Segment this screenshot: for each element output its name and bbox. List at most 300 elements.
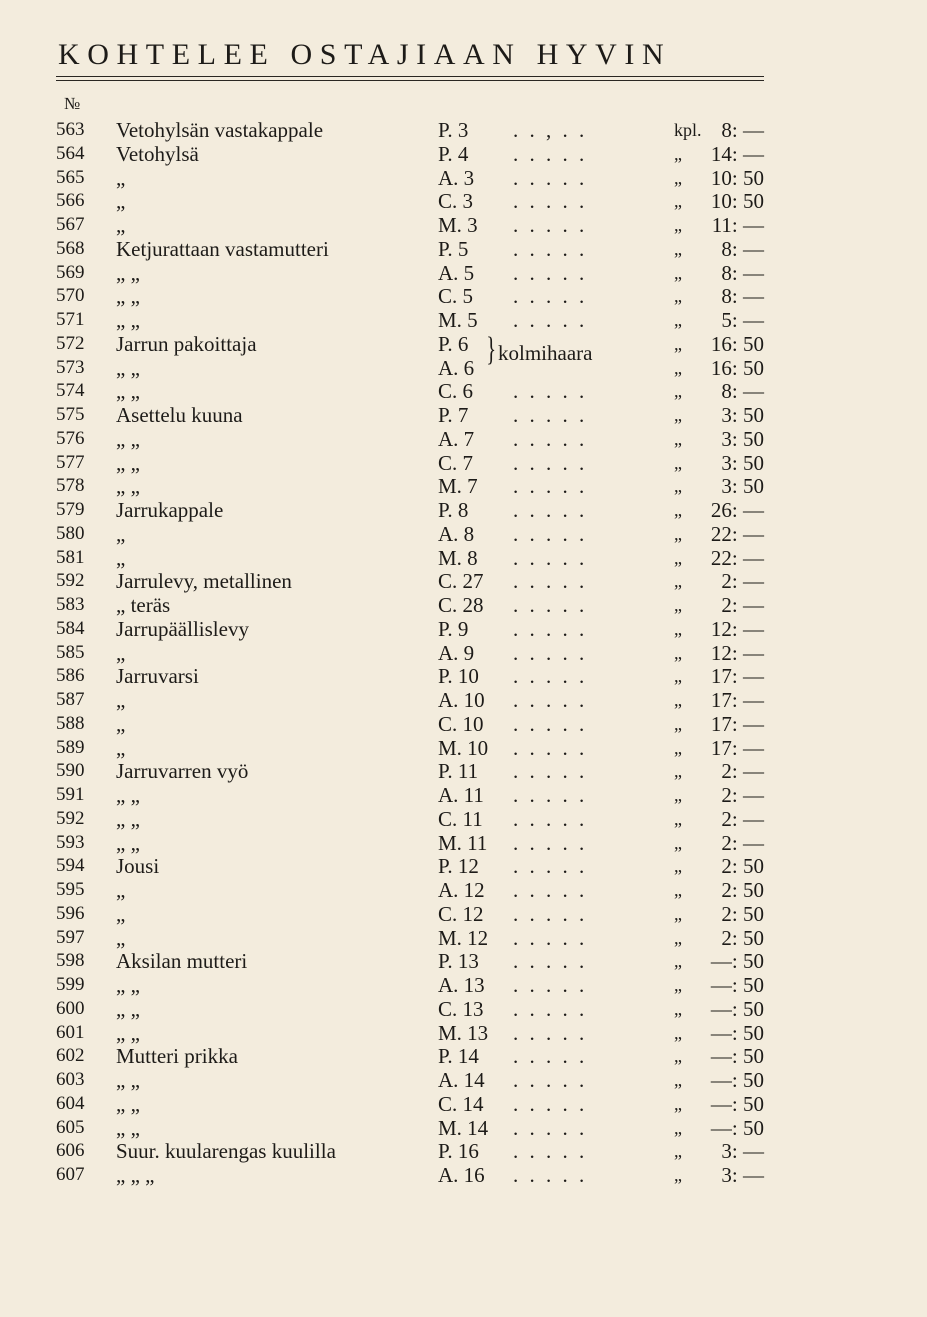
leader-dots: . . . . . bbox=[513, 830, 588, 855]
table-row bbox=[0, 712, 927, 736]
item-unit: „ bbox=[674, 1022, 682, 1043]
item-description: „ „ bbox=[116, 284, 140, 309]
leader-dots: . . . . . bbox=[513, 806, 588, 831]
table-row bbox=[0, 142, 927, 166]
table-row bbox=[0, 1116, 927, 1140]
item-description: „ „ bbox=[116, 474, 140, 499]
item-code: C. 3 bbox=[438, 189, 474, 214]
table-row bbox=[0, 831, 927, 855]
item-price: 2: — bbox=[721, 783, 764, 807]
item-description: „ „ bbox=[116, 1091, 140, 1116]
leader-dots: . . . . . bbox=[513, 1091, 588, 1116]
item-code: M. 8 bbox=[438, 545, 478, 570]
leader-dots: . . . . . bbox=[513, 308, 588, 332]
item-code: P. 7 bbox=[438, 403, 469, 427]
table-row bbox=[0, 1163, 927, 1187]
item-description: „ bbox=[116, 165, 126, 190]
item-number: 580 bbox=[56, 522, 85, 544]
item-price: —: 50 bbox=[710, 1044, 764, 1069]
item-unit: „ bbox=[674, 547, 682, 568]
item-description: Aksilan mutteri bbox=[116, 949, 248, 974]
item-price: 16: 50 bbox=[710, 331, 764, 356]
table-row bbox=[0, 403, 927, 427]
item-code: A. 12 bbox=[438, 878, 485, 902]
table-row bbox=[0, 854, 927, 878]
item-unit: „ bbox=[674, 310, 682, 330]
item-code: P. 14 bbox=[438, 1044, 479, 1069]
item-number: 584 bbox=[56, 617, 85, 639]
item-description: „ bbox=[116, 711, 126, 736]
item-code: P. 10 bbox=[438, 664, 479, 689]
leader-dots: . . . . . bbox=[513, 569, 588, 594]
leader-dots: . . . . . bbox=[513, 593, 588, 617]
item-unit: „ bbox=[674, 476, 682, 497]
item-description: „ bbox=[116, 735, 126, 760]
item-price: 2: 50 bbox=[721, 901, 764, 926]
item-code: C. 13 bbox=[438, 996, 484, 1021]
item-number: 568 bbox=[56, 237, 85, 259]
item-price: —: 50 bbox=[710, 1115, 764, 1140]
item-unit: „ bbox=[674, 785, 682, 805]
item-price: 22: — bbox=[710, 545, 764, 570]
item-description: „ bbox=[116, 213, 126, 237]
item-code: P. 9 bbox=[438, 616, 469, 641]
item-number: 570 bbox=[56, 285, 85, 307]
item-price: 11: — bbox=[711, 213, 764, 237]
item-description: Jousi bbox=[116, 854, 160, 879]
table-row bbox=[0, 617, 927, 641]
item-unit: „ bbox=[674, 666, 682, 687]
item-number: 595 bbox=[56, 879, 85, 900]
table-row bbox=[0, 522, 927, 546]
leader-dots: . . . . . bbox=[513, 759, 588, 784]
table-row bbox=[0, 308, 927, 332]
item-number: 569 bbox=[56, 261, 85, 283]
item-number: 574 bbox=[56, 380, 85, 402]
item-unit: „ bbox=[674, 452, 682, 473]
item-number: 607 bbox=[56, 1164, 85, 1185]
item-unit: „ bbox=[674, 1093, 682, 1114]
table-row bbox=[0, 451, 927, 475]
leader-dots: . . . . . bbox=[513, 878, 588, 902]
item-price: —: 50 bbox=[710, 1091, 764, 1116]
item-unit: „ bbox=[674, 381, 682, 402]
table-row bbox=[0, 498, 927, 522]
item-number: 565 bbox=[56, 166, 85, 188]
item-code: M. 13 bbox=[438, 1020, 489, 1045]
item-code: A. 6 bbox=[438, 355, 475, 380]
item-code: A. 8 bbox=[438, 521, 475, 546]
item-code: C. 11 bbox=[438, 806, 483, 831]
table-row bbox=[0, 118, 927, 142]
table-row bbox=[0, 427, 927, 451]
item-description: „ „ bbox=[116, 806, 140, 831]
leader-dots: . . . . . bbox=[513, 213, 588, 237]
item-price: 8: — bbox=[721, 379, 764, 404]
item-unit: „ bbox=[674, 1046, 682, 1067]
item-unit: „ bbox=[674, 642, 682, 663]
item-unit: „ bbox=[674, 428, 682, 449]
item-number: 596 bbox=[56, 902, 85, 924]
item-unit: „ bbox=[674, 215, 682, 235]
item-unit: „ bbox=[674, 880, 682, 900]
item-code: P. 4 bbox=[438, 141, 469, 166]
item-description: „ teräs bbox=[116, 593, 171, 617]
item-number: 585 bbox=[56, 641, 85, 663]
item-code: A. 11 bbox=[438, 783, 484, 807]
item-number: 604 bbox=[56, 1092, 85, 1114]
item-number: 578 bbox=[56, 475, 85, 497]
item-number: 602 bbox=[56, 1045, 85, 1067]
item-description: Suur. kuularengas kuulilla bbox=[116, 1139, 336, 1164]
item-price: 8: — bbox=[721, 260, 764, 285]
leader-dots: . . . . . bbox=[513, 783, 588, 807]
table-row bbox=[0, 926, 927, 950]
item-description: „ bbox=[116, 901, 126, 926]
item-unit: „ bbox=[674, 832, 682, 853]
leader-dots: . . . . . bbox=[513, 925, 588, 950]
item-unit: „ bbox=[674, 856, 682, 877]
item-code: A. 3 bbox=[438, 165, 475, 190]
leader-dots: . . . . . bbox=[513, 711, 588, 736]
item-description: „ „ bbox=[116, 260, 140, 285]
item-description: „ „ bbox=[116, 308, 140, 332]
item-price: 2: — bbox=[721, 593, 764, 617]
item-price: 2: — bbox=[721, 830, 764, 855]
page-heading: KOHTELEE OSTAJIAAN HYVIN bbox=[58, 38, 672, 71]
item-description: „ „ bbox=[116, 1020, 140, 1045]
item-description: „ bbox=[116, 878, 126, 902]
item-description: „ „ bbox=[116, 973, 140, 997]
number-column-header: № bbox=[64, 94, 81, 113]
item-code: P. 11 bbox=[438, 759, 479, 784]
item-number: 593 bbox=[56, 831, 85, 853]
table-row bbox=[0, 949, 927, 973]
item-description: Jarruvarren vyö bbox=[116, 759, 249, 784]
item-description: „ bbox=[116, 545, 126, 570]
item-price: 10: 50 bbox=[710, 189, 764, 214]
leader-dots: . . . . . bbox=[513, 545, 588, 570]
item-unit: „ bbox=[674, 286, 682, 307]
item-price: 10: 50 bbox=[710, 165, 764, 190]
table-row bbox=[0, 736, 927, 760]
item-unit: „ bbox=[674, 238, 682, 259]
leader-dots: . . . . . bbox=[513, 973, 588, 997]
item-description: „ „ bbox=[116, 1068, 140, 1092]
item-description: „ bbox=[116, 688, 126, 712]
leader-dots: . . . . . bbox=[513, 403, 588, 427]
leader-dots: . . . . . bbox=[513, 1163, 588, 1187]
item-code: P. 3 bbox=[438, 118, 469, 142]
item-number: 581 bbox=[56, 546, 85, 568]
leader-dots: . . . . . bbox=[513, 521, 588, 546]
table-row bbox=[0, 332, 927, 356]
table-row bbox=[0, 284, 927, 308]
item-unit: „ bbox=[674, 167, 682, 188]
item-number: 588 bbox=[56, 712, 85, 734]
item-description: „ bbox=[116, 925, 126, 950]
item-number: 566 bbox=[56, 190, 85, 212]
item-unit: „ bbox=[674, 808, 682, 829]
item-code: M. 10 bbox=[438, 735, 489, 760]
item-description: Jarrukappale bbox=[116, 498, 224, 522]
item-unit: „ bbox=[674, 1117, 682, 1138]
leader-dots: . . . . . bbox=[513, 901, 588, 926]
table-row bbox=[0, 593, 927, 617]
item-code: C. 12 bbox=[438, 901, 484, 926]
item-code: C. 10 bbox=[438, 711, 484, 736]
item-unit: „ bbox=[674, 927, 682, 948]
table-row bbox=[0, 474, 927, 498]
item-price: —: 50 bbox=[710, 1020, 764, 1045]
leader-dots: . . . . . bbox=[513, 379, 588, 404]
item-price: 3: — bbox=[721, 1163, 764, 1187]
item-unit: „ bbox=[674, 737, 682, 758]
item-number: 606 bbox=[56, 1140, 85, 1162]
item-number: 571 bbox=[56, 309, 85, 330]
leader-dots: . . . . . bbox=[513, 284, 588, 309]
item-number: 575 bbox=[56, 404, 85, 425]
item-code: P. 6 bbox=[438, 331, 469, 356]
item-description: Ketjurattaan vastamutteri bbox=[116, 236, 329, 261]
item-number: 573 bbox=[56, 356, 85, 378]
item-description: „ „ bbox=[116, 450, 140, 475]
item-unit: „ bbox=[674, 523, 682, 544]
leader-dots: . . . . . bbox=[513, 236, 588, 261]
leader-dots: . . . . . bbox=[513, 165, 588, 190]
item-code: C. 27 bbox=[438, 569, 484, 594]
leader-dots: . . . . . bbox=[513, 996, 588, 1021]
item-number: 564 bbox=[56, 142, 85, 164]
table-row bbox=[0, 641, 927, 665]
item-code: M. 11 bbox=[438, 830, 488, 855]
item-code: C. 28 bbox=[438, 593, 484, 617]
item-code: M. 7 bbox=[438, 474, 478, 499]
item-price: 8: — bbox=[721, 284, 764, 309]
table-row bbox=[0, 807, 927, 831]
table-row bbox=[0, 1068, 927, 1092]
item-unit: „ bbox=[674, 143, 682, 164]
leader-dots: . . . . . bbox=[513, 640, 588, 665]
item-number: 599 bbox=[56, 974, 85, 995]
item-price: 8: — bbox=[721, 236, 764, 261]
item-price: 17: — bbox=[710, 735, 764, 760]
leader-dots: . . . . . bbox=[513, 450, 588, 475]
leader-dots: . . . . . bbox=[513, 664, 588, 689]
table-row bbox=[0, 759, 927, 783]
item-code: A. 7 bbox=[438, 426, 475, 451]
item-price: 2: — bbox=[721, 569, 764, 594]
table-row bbox=[0, 166, 927, 190]
item-code: A. 10 bbox=[438, 688, 485, 712]
item-unit: „ bbox=[674, 975, 682, 995]
leader-dots: . . . . . bbox=[513, 949, 588, 974]
item-price: —: 50 bbox=[710, 1068, 764, 1092]
table-row bbox=[0, 213, 927, 237]
leader-dots: . . . . . bbox=[513, 189, 588, 214]
item-description: Jarrupäällislevy bbox=[116, 616, 249, 641]
item-description: „ „ bbox=[116, 783, 140, 807]
item-unit: „ bbox=[674, 1141, 682, 1162]
leader-dots: . . . . . bbox=[513, 1044, 588, 1069]
leader-dots: . . . . . bbox=[513, 1020, 588, 1045]
item-code: C. 6 bbox=[438, 379, 474, 404]
item-price: 3: 50 bbox=[721, 474, 764, 499]
bracket-note: kolmihaara bbox=[498, 341, 593, 365]
item-code: A. 9 bbox=[438, 640, 475, 665]
item-price: 17: — bbox=[710, 664, 764, 689]
table-row bbox=[0, 997, 927, 1021]
item-unit: „ bbox=[674, 500, 682, 520]
item-unit: „ bbox=[674, 1070, 682, 1090]
item-price: 2: — bbox=[721, 806, 764, 831]
item-unit: „ bbox=[674, 1165, 682, 1185]
item-description: „ „ bbox=[116, 426, 140, 451]
item-number: 594 bbox=[56, 855, 85, 877]
item-price: —: 50 bbox=[710, 996, 764, 1021]
item-code: C. 14 bbox=[438, 1091, 484, 1116]
item-unit: „ bbox=[674, 571, 682, 592]
item-code: P. 8 bbox=[438, 498, 469, 522]
leader-dots: . . . . . bbox=[513, 688, 588, 712]
item-price: 2: 50 bbox=[721, 925, 764, 950]
item-price: 17: — bbox=[710, 688, 764, 712]
item-code: P. 12 bbox=[438, 854, 479, 879]
item-description: Vetohylsän vastakappale bbox=[116, 118, 324, 142]
item-price: 16: 50 bbox=[710, 355, 764, 380]
item-code: A. 16 bbox=[438, 1163, 485, 1187]
item-description: Asettelu kuuna bbox=[116, 403, 243, 427]
table-row bbox=[0, 783, 927, 807]
table-row bbox=[0, 878, 927, 902]
item-number: 591 bbox=[56, 784, 85, 805]
leader-dots: . . . . . bbox=[513, 616, 588, 641]
item-price: 2: 50 bbox=[721, 854, 764, 879]
item-description: „ bbox=[116, 189, 126, 214]
table-row bbox=[0, 237, 927, 261]
item-price: 2: — bbox=[721, 759, 764, 784]
item-code: C. 7 bbox=[438, 450, 474, 475]
leader-dots: . . . . . bbox=[513, 260, 588, 285]
item-number: 563 bbox=[56, 119, 85, 140]
table-row bbox=[0, 356, 927, 380]
item-price: 3: 50 bbox=[721, 403, 764, 427]
item-price: 14: — bbox=[710, 141, 764, 166]
item-number: 587 bbox=[56, 689, 85, 710]
item-number: 589 bbox=[56, 736, 85, 758]
item-description: Mutteri prikka bbox=[116, 1044, 238, 1069]
item-price: 17: — bbox=[710, 711, 764, 736]
item-code: A. 14 bbox=[438, 1068, 485, 1092]
item-number: 572 bbox=[56, 332, 85, 354]
item-code: M. 3 bbox=[438, 213, 478, 237]
leader-dots: . . . . . bbox=[513, 854, 588, 879]
item-code: P. 16 bbox=[438, 1139, 479, 1164]
item-unit: „ bbox=[674, 903, 682, 924]
item-price: 26: — bbox=[710, 498, 764, 522]
item-code: C. 5 bbox=[438, 284, 474, 309]
item-number: 579 bbox=[56, 499, 85, 520]
item-unit: „ bbox=[674, 262, 682, 283]
item-number: 598 bbox=[56, 950, 85, 972]
item-unit: „ bbox=[674, 951, 682, 972]
item-code: M. 12 bbox=[438, 925, 489, 950]
item-unit: „ bbox=[674, 761, 682, 782]
item-price: 22: — bbox=[710, 521, 764, 546]
item-code: A. 5 bbox=[438, 260, 475, 285]
item-price: 5: — bbox=[721, 308, 764, 332]
table-row bbox=[0, 1021, 927, 1045]
table-row bbox=[0, 189, 927, 213]
table-row bbox=[0, 261, 927, 285]
table-row bbox=[0, 664, 927, 688]
item-code: P. 13 bbox=[438, 949, 479, 974]
item-description: Jarruvarsi bbox=[116, 664, 199, 689]
item-number: 601 bbox=[56, 1021, 85, 1043]
item-code: P. 5 bbox=[438, 236, 469, 261]
item-price: 12: — bbox=[710, 616, 764, 641]
item-price: 3: — bbox=[721, 1139, 764, 1164]
item-price: 3: 50 bbox=[721, 426, 764, 451]
item-price: 8: — bbox=[721, 118, 764, 142]
item-number: 605 bbox=[56, 1116, 85, 1138]
item-number: 583 bbox=[56, 594, 85, 615]
item-description: „ „ „ bbox=[116, 1163, 155, 1187]
table-row bbox=[0, 569, 927, 593]
item-description: „ „ bbox=[116, 996, 140, 1021]
leader-dots: . . . . . bbox=[513, 1139, 588, 1164]
item-code: A. 13 bbox=[438, 973, 485, 997]
item-number: 592 bbox=[56, 570, 85, 592]
item-description: „ bbox=[116, 640, 126, 665]
item-description: „ „ bbox=[116, 355, 140, 380]
item-unit: „ bbox=[674, 690, 682, 710]
item-number: 592 bbox=[56, 807, 85, 829]
table-row bbox=[0, 902, 927, 926]
item-code: M. 14 bbox=[438, 1115, 489, 1140]
leader-dots: . . . . . bbox=[513, 426, 588, 451]
item-description: „ „ bbox=[116, 830, 140, 855]
item-price: 2: 50 bbox=[721, 878, 764, 902]
item-description: Jarrun pakoittaja bbox=[116, 331, 257, 356]
item-unit: „ bbox=[674, 618, 682, 639]
table-row bbox=[0, 1092, 927, 1116]
leader-dots: . . . . . bbox=[513, 1068, 588, 1092]
leader-dots: . . . . . bbox=[513, 141, 588, 166]
item-price: 3: 50 bbox=[721, 450, 764, 475]
item-unit: „ bbox=[674, 595, 682, 615]
leader-dots: . . . . . bbox=[513, 1115, 588, 1140]
table-row bbox=[0, 379, 927, 403]
item-unit: kpl. bbox=[674, 120, 702, 140]
item-number: 577 bbox=[56, 451, 85, 473]
item-number: 586 bbox=[56, 665, 85, 687]
item-unit: „ bbox=[674, 713, 682, 734]
item-description: „ „ bbox=[116, 379, 140, 404]
leader-dots: . . . . . bbox=[513, 474, 588, 499]
brace-mark: } bbox=[486, 331, 497, 368]
item-code: M. 5 bbox=[438, 308, 478, 332]
table-row bbox=[0, 688, 927, 712]
item-unit: „ bbox=[674, 405, 682, 425]
item-number: 603 bbox=[56, 1069, 85, 1090]
item-price: 12: — bbox=[710, 640, 764, 665]
item-unit: „ bbox=[674, 333, 682, 354]
item-unit: „ bbox=[674, 998, 682, 1019]
item-price: —: 50 bbox=[710, 949, 764, 974]
table-row bbox=[0, 1044, 927, 1068]
leader-dots: . . . . . bbox=[513, 498, 588, 522]
